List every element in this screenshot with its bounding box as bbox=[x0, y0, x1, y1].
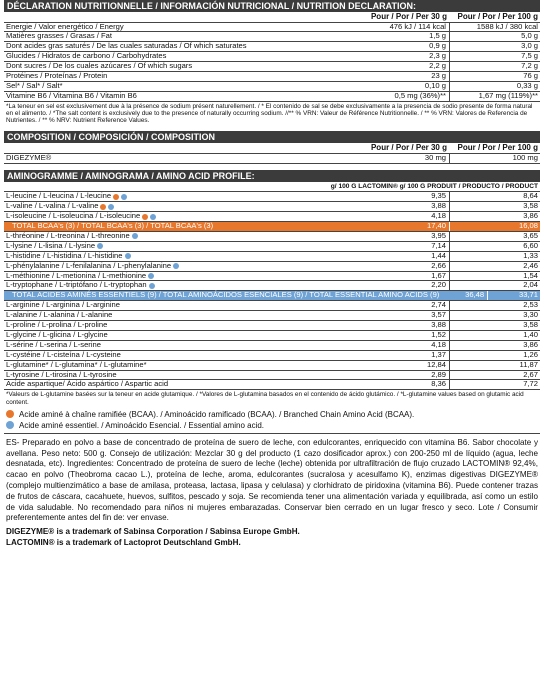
row-value-1: 3,57 bbox=[367, 311, 450, 320]
row-value-2: 1,67 mg (119%)** bbox=[478, 90, 538, 100]
row-value-2: 1588 kJ / 380 kcal bbox=[476, 21, 538, 31]
composition-table bbox=[4, 154, 540, 164]
blue-dot-icon bbox=[6, 421, 14, 429]
row-value-2: 6,60 bbox=[523, 240, 538, 250]
composition-header: COMPOSITION / COMPOSICIÓN / COMPOSITION bbox=[4, 131, 540, 143]
row-value-1: 23 g bbox=[367, 72, 450, 81]
row-label: DIGEZYME® bbox=[6, 152, 52, 162]
row-value-1: 2,3 g bbox=[367, 52, 450, 61]
row-value-1: 3,88 bbox=[367, 321, 450, 330]
amino-col-header: g/ 100 G LACTOMIN® g/ 100 G PRODUIT / PRODUCTO / PRODUCT bbox=[330, 182, 538, 190]
row-value-2: 1,33 bbox=[523, 250, 538, 260]
orange-dot-icon bbox=[6, 410, 14, 418]
essential-dot-icon bbox=[125, 253, 131, 259]
row-value-2: 100 mg bbox=[512, 152, 538, 162]
row-value-1: 3,88 bbox=[367, 202, 450, 211]
row-value-1: 4,18 bbox=[367, 341, 450, 350]
row-label: TOTAL BCAA's (3) / TOTAL BCAA's (3) / TOTAL BCAA's (3) bbox=[12, 220, 214, 230]
row-value-2: 1,40 bbox=[523, 329, 538, 339]
row-value-2: 76 g bbox=[523, 71, 538, 81]
nutrition-column-header bbox=[4, 12, 540, 23]
row-label: L-cystéine / L-cisteína / L-cysteine bbox=[6, 349, 121, 359]
nutrition-col-30g: Pour / Por / Per 30 g bbox=[370, 12, 447, 21]
row-value-2: 16,08 bbox=[518, 220, 538, 230]
trademark-digezyme: DIGEZYME® is a trademark of Sabinsa Corporation / Sabinsa Europe GmbH. bbox=[6, 527, 300, 537]
legend-essential bbox=[4, 420, 540, 431]
row-label: L-tryptophane / L-triptófano / L-tryptophan bbox=[6, 280, 147, 290]
composition-col-100g: Pour / Por / Per 100 g bbox=[457, 143, 538, 153]
row-value-1: 0,5 mg (36%)** bbox=[367, 92, 450, 101]
row-value-1: 2,89 bbox=[367, 371, 450, 380]
row-value-1: 1,52 bbox=[367, 331, 450, 340]
row-value-2: 11,87 bbox=[519, 359, 538, 369]
row-value-1: 1,5 g bbox=[367, 32, 450, 41]
row-value-2: 3,0 g bbox=[521, 41, 538, 51]
row-label: L-thréonine / L-treonina / L-threonine bbox=[6, 230, 130, 240]
row-value-2: 1,54 bbox=[523, 270, 538, 280]
row-value-1: 2,74 bbox=[367, 301, 450, 310]
table-row bbox=[4, 92, 540, 102]
row-value-1: 2,2 g bbox=[367, 62, 450, 71]
table-row bbox=[4, 380, 540, 390]
row-value-2: 2,67 bbox=[523, 369, 538, 379]
row-label: Vitamine B6 / Vitamina B6 / Vitamin B6 bbox=[6, 90, 137, 100]
product-description: ES- Preparado en polvo a base de concentrado de proteína de suero de leche, con edulcorantes, enriquecido con vitamina B6. Sabor chocolate y avellana. Peso neto: 500 g. Consejo de utilización: Mezclar 30 g del producto (1 cazo dosificador aprox.) con 200-250 ml de líquido (agua, leche desnatada, etc). Ingredientes: Concentrado de proteína de suero de leche (leche) obtenida por ultrafiltración de flujo cruzado LACTOMIN® 92,4%, cacao en polvo (Theobroma cacao L.), proteína de leche, aroma, edulcorantes (sucralosa y acesulfamo K), enzimas digestivas DIGEZYME® (complejo multienzimático a base de amilasa, proteasa, lactasa, lipasa y celulasa) y clorhidrato de piridoxina (vitamina B6). Puede contener trazas de frutos de cáscara, cacahuete, huevos, sulfitos, pescado y soja. Se recomienda tener una alimentación variada y equilibrada, así como un estilo de vida saludable. No recomendado para niños ni mujeres embarazadas. Conservar bien cerrado en un lugar fresco y seco. Lote / Consumir preferentemente antes del fin de: ver envase. bbox=[6, 437, 538, 523]
legend-bcaa-text: Acide aminé à chaîne ramifiée (BCAA). / Aminoácido ramificado (BCAA). / Branched Chain Amino Acid (BCAA). bbox=[19, 409, 415, 419]
row-value-2: 33,71 bbox=[518, 290, 538, 300]
essential-dot-icon bbox=[108, 204, 114, 210]
row-value-2: 7,5 g bbox=[521, 51, 538, 61]
row-value-2: 3,65 bbox=[523, 230, 538, 240]
row-value-2: 1,26 bbox=[523, 349, 538, 359]
row-label: L-valine / L-valina / L-valine bbox=[6, 201, 99, 211]
row-value-2: 3,86 bbox=[523, 211, 538, 221]
legend-bcaa bbox=[4, 409, 540, 420]
row-value-1: 8,36 bbox=[367, 380, 450, 389]
row-value-1: 0,10 g bbox=[367, 82, 450, 91]
row-value-1: 17,40 bbox=[367, 222, 450, 231]
nutrition-header: DÉCLARATION NUTRITIONNELLE / INFORMACIÓN NUTRICIONAL / NUTRITION DECLARATION: bbox=[4, 0, 540, 12]
row-label: Glucides / Hidratos de carbono / Carbohydrates bbox=[6, 51, 167, 61]
row-label: Sel* / Sal* / Salt* bbox=[6, 80, 63, 90]
row-value-1: 2,66 bbox=[367, 262, 450, 271]
row-value-1: 3,95 bbox=[367, 232, 450, 241]
row-value-1: 1,37 bbox=[367, 351, 450, 360]
row-label: L-leucine / L-leucina / L-leucine bbox=[6, 191, 112, 201]
row-value-2: 3,58 bbox=[523, 320, 538, 330]
row-value-2: 3,30 bbox=[523, 310, 538, 320]
row-value-2: 3,58 bbox=[523, 201, 538, 211]
row-value-1: 12,84 bbox=[367, 361, 450, 370]
label-page bbox=[4, 0, 540, 548]
essential-dot-icon bbox=[150, 214, 156, 220]
row-label: L-tyrosine / L-tirosina / L-tyrosine bbox=[6, 369, 117, 379]
row-value-1: 7,14 bbox=[367, 242, 450, 251]
row-label: L-phénylalanine / L-fenilalanina / L-phenylalanine bbox=[6, 260, 172, 270]
row-value-2: 2,53 bbox=[523, 300, 538, 310]
row-label: Dont acides gras saturés / De las cuales saturadas / Of which saturates bbox=[6, 41, 247, 51]
row-label: L-glutamine* / L-glutamina* / L-glutamine* bbox=[6, 359, 147, 369]
row-value-1: 476 kJ / 114 kcal bbox=[367, 23, 450, 32]
bcaa-dot-icon bbox=[113, 194, 119, 200]
row-label: Energie / Valor energético / Energy bbox=[6, 21, 124, 31]
row-value-2: 3,86 bbox=[523, 339, 538, 349]
trademark-lactomin: LACTOMIN® is a trademark of Lactoprot Deutschland GmbH. bbox=[6, 537, 241, 547]
table-row bbox=[4, 154, 540, 164]
nutrition-note: *La teneur en sel est exclusivement due à la présence de sodium présent naturellement. / * El contenido de sal se debe exclusivamente a la presencia de sodio presente de forma natural en el alimento. / *The salt content is exclusively due to the presence of naturally occurring sodium. //** % VRN: Valeur de Référence Nutritionnelle. / ** % VRN: Valores de Referencia de Nutrientes. / ** % NRV: Nutrient Reference Values. bbox=[6, 102, 533, 125]
bcaa-dot-icon bbox=[100, 204, 106, 210]
row-value-2: 7,2 g bbox=[521, 61, 538, 71]
row-value-2: 2,46 bbox=[523, 260, 538, 270]
legend-essential-text: Acide aminé essentiel. / Aminoácido Esencial. / Essential amino acid. bbox=[19, 420, 265, 430]
row-value-1: 0,9 g bbox=[367, 42, 450, 51]
row-value-1: 9,35 bbox=[367, 192, 450, 201]
amino-header: AMINOGRAMME / AMINOGRAMA / AMINO ACID PROFILE: bbox=[4, 170, 540, 182]
nutrition-col-100g: Pour / Por / Per 100 g bbox=[457, 12, 538, 21]
row-label: TOTAL ACIDES AMINÉS ESSENTIELS (9) / TOTAL AMINOÁCIDOS ESENCIALES (9) / TOTAL ESSENTIAL AMINO ACIDS (9) bbox=[12, 290, 440, 300]
row-label: L-isoleucine / L-isoleucina / L-isoleucine bbox=[6, 211, 141, 221]
amino-table bbox=[4, 192, 540, 390]
essential-dot-icon bbox=[132, 233, 138, 239]
row-label: L-arginine / L-arginina / L-arginine bbox=[6, 300, 120, 310]
row-label: L-sérine / L-serina / L-serine bbox=[6, 339, 101, 349]
essential-dot-icon bbox=[148, 273, 154, 279]
table-row bbox=[4, 72, 540, 82]
row-value-1: 36,48 bbox=[439, 291, 488, 300]
essential-dot-icon bbox=[149, 283, 155, 289]
row-value-1: 4,18 bbox=[367, 212, 450, 221]
essential-dot-icon bbox=[97, 243, 103, 249]
row-value-2: 8,64 bbox=[523, 191, 538, 201]
row-value-2: 0,33 g bbox=[516, 80, 538, 90]
composition-col-30g: Pour / Por / Per 30 g bbox=[370, 143, 447, 153]
row-label: Acide aspartique/ Ácido aspártico / Aspartic acid bbox=[6, 379, 169, 389]
row-label: Dont sucres / De los cuales azúcares / Of which sugars bbox=[6, 61, 193, 71]
row-label: L-lysine / L-lisina / L-lysine bbox=[6, 240, 96, 250]
row-label: Matières grasses / Grasas / Fat bbox=[6, 31, 112, 41]
row-value-1: 2,20 bbox=[367, 281, 450, 290]
row-value-2: 5,0 g bbox=[521, 31, 538, 41]
nutrition-table bbox=[4, 23, 540, 102]
bcaa-dot-icon bbox=[142, 214, 148, 220]
row-label: L-alanine / L-alanina / L-alanine bbox=[6, 310, 113, 320]
row-value-1: 1,67 bbox=[367, 272, 450, 281]
row-value-1: 1,44 bbox=[367, 252, 450, 261]
row-label: L-proline / L-prolina / L-proline bbox=[6, 320, 108, 330]
essential-dot-icon bbox=[121, 194, 127, 200]
row-value-2: 2,04 bbox=[523, 280, 538, 290]
row-value-1: 30 mg bbox=[367, 154, 450, 163]
amino-note: *Valeurs de L-glutamine basées sur la teneur en acide glutamique. / *Valores de L-glutamina basados en el contenido de ácido glutámico. / *L-glutamine values based on glutamic acid content. bbox=[6, 391, 524, 406]
row-label: L-méthionine / L-metionina / L-methionine bbox=[6, 270, 147, 280]
row-label: L-glycine / L-glicina / L-glycine bbox=[6, 329, 108, 339]
row-label: Protéines / Proteínas / Protein bbox=[6, 71, 108, 81]
essential-dot-icon bbox=[173, 263, 179, 269]
composition-column-header bbox=[4, 143, 540, 154]
row-label: L-histidine / L-histidina / L-histidine bbox=[6, 250, 123, 260]
row-value-2: 7,72 bbox=[523, 379, 538, 389]
